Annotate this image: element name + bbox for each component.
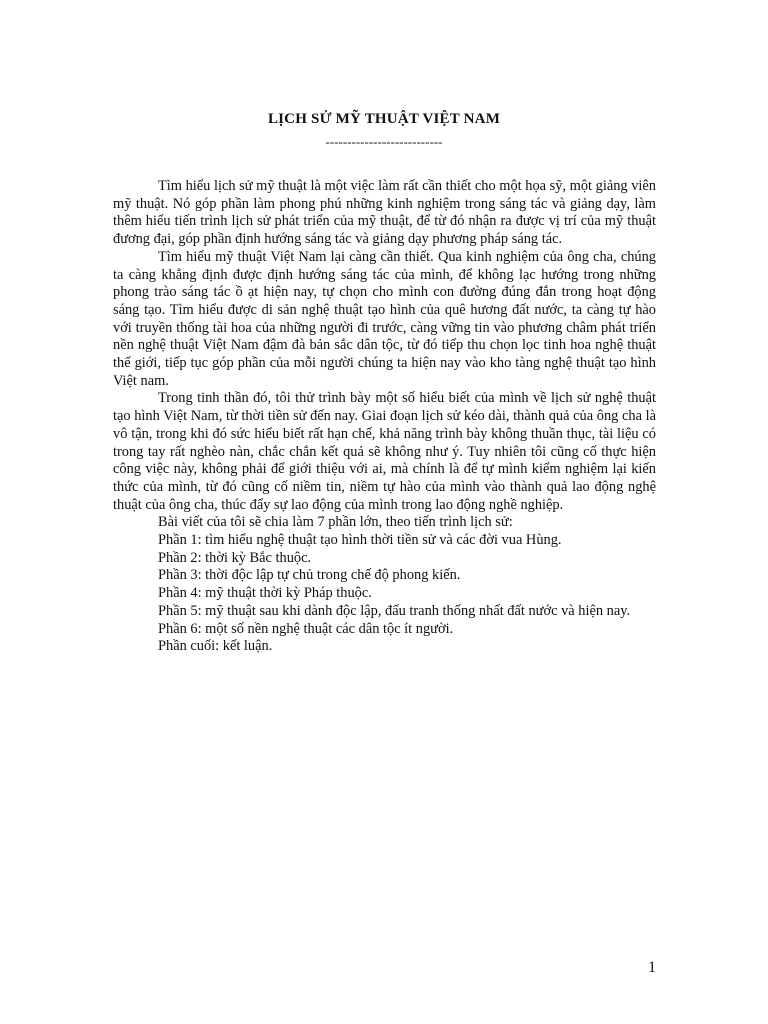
outline-part-2: Phần 2: thời kỳ Bắc thuộc. (158, 549, 312, 566)
paragraph-intro: Tìm hiểu lịch sử mỹ thuật là một việc làm rất cần thiết cho một họa sỹ, một giảng viên mỹ thuật. Nó góp phần làm phong phú những kinh nghiệm trong sáng tác và giảng dạy, làm thêm hiểu tiến trình lịch sử phát triển của mỹ thuật, để từ đó nhận ra được vị trí của mỹ thuật đương đại, góp phần định hướng sáng tác và giảng dạy phương pháp sáng tác. (113, 178, 656, 248)
outline-part-3: Phần 3: thời độc lập tự chủ trong chế độ phong kiến. (158, 567, 461, 584)
title-underline-rule: --------------------------- (325, 134, 443, 149)
outline-part-6: Phần 6: một số nền nghệ thuật các dân tộc ít người. (158, 620, 454, 637)
outline-list (113, 514, 656, 656)
outline-part-4: Phần 4: mỹ thuật thời kỳ Pháp thuộc. (158, 585, 372, 602)
outline-intro: Bài viết của tôi sẽ chia làm 7 phần lớn, theo tiến trình lịch sử: (158, 514, 513, 531)
outline-conclusion: Phần cuối: kết luận. (158, 638, 273, 655)
paragraph-spirit: Trong tinh thần đó, tôi thử trình bày một số hiểu biết của mình về lịch sử nghệ thuật tạo hình Việt Nam, từ thời tiền sử đến nay. Giai đoạn lịch sử kéo dài, thành quả của ông cha là vô tận, trong khi đó sức hiểu biết rất hạn chế, khả năng trình bày không thuần thục, tài liệu có trong tay rất nghèo nàn, chắc chắn kết quả sẽ không như ý. Tuy nhiên tôi cũng cố thực hiện công việc này, không phải để giới thiệu với ai, mà chính là để tự mình kiểm nghiệm lại kiến thức của mình, từ đó cũng cố niềm tin, niềm tự hào của mình vào thành quả lao động nghệ thuật của ông cha, thúc đẩy sự lao động của mình trong lao động nghề nghiệp. (113, 390, 656, 513)
outline-part-5: Phần 5: mỹ thuật sau khi dành độc lập, đấu tranh thống nhất đất nước và hiện nay. (158, 602, 631, 619)
page-number: 1 (648, 959, 656, 976)
paragraph-vietnam-art: Tìm hiểu mỹ thuật Việt Nam lại càng cần thiết. Qua kinh nghiệm của ông cha, chúng ta càng khẳng định được định hướng sáng tác của mình, để không lạc hướng trong những phong trào sáng tác ồ ạt hiện nay, tự chọn cho mình con đường đúng đắn trong hoạt động sáng tạo. Tìm hiểu được di sản nghệ thuật tạo hình của quê hương đất nước, ta càng tự hào với truyền thống tài hoa của những người đi trước, càng vững tin vào phương châm phát triển nền nghệ thuật Việt Nam đậm đà bản sắc dân tộc, từ đó tiếp thu chọn lọc tinh hoa nghệ thuật thế giới, tiếp tục góp phần của mỗi người chúng ta hiện nay vào kho tàng nghệ thuật tạo hình Việt nam. (113, 248, 656, 389)
outline-part-1: Phần 1: tìm hiểu nghệ thuật tạo hình thời tiền sử và các đời vua Hùng. (158, 532, 562, 549)
document-body (113, 178, 656, 656)
document-title: LỊCH SỬ MỸ THUẬT VIỆT NAM (267, 111, 501, 127)
